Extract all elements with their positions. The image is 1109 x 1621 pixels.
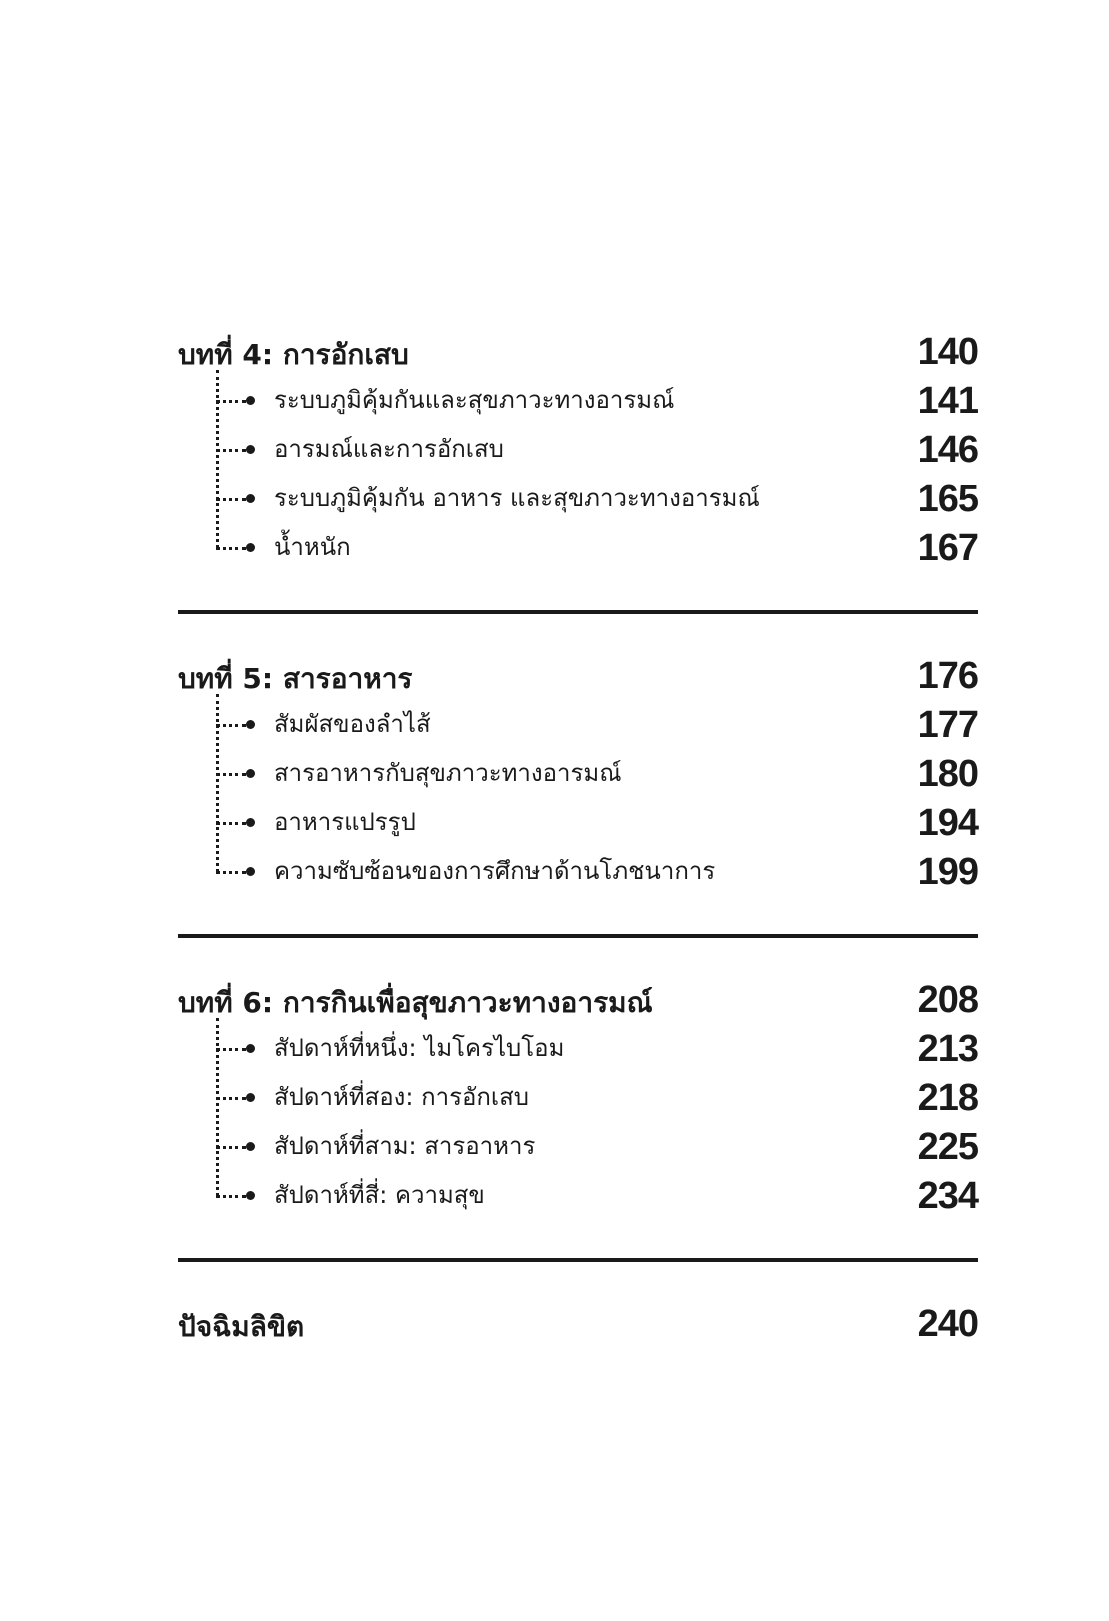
section-page-number: 146: [917, 428, 978, 471]
section-divider: [178, 610, 978, 614]
section-title: สัมผัสของลำไส้: [274, 710, 431, 738]
section-list: [178, 1024, 978, 1220]
chapter-page-number: 176: [917, 655, 978, 697]
list-item: [178, 1073, 978, 1122]
section-title: อาหารแปรรูป: [274, 808, 416, 836]
section-title: ระบบภูมิคุ้มกัน อาหาร และสุขภาวะทางอารมณ์: [274, 484, 760, 512]
tree-connector: [216, 1146, 246, 1149]
epilogue-page-number: 240: [917, 1303, 978, 1345]
bullet-dot-icon: [246, 1191, 255, 1200]
chapter-heading: [178, 1300, 978, 1348]
list-item: [178, 376, 978, 425]
section-title: สัปดาห์ที่สาม: สารอาหาร: [274, 1132, 536, 1160]
section-title: น้ำหนัก: [274, 533, 351, 561]
section-list: [178, 700, 978, 896]
chapter-4: [178, 328, 978, 572]
tree-connector: [216, 449, 246, 452]
chapter-6: [178, 976, 978, 1220]
bullet-dot-icon: [246, 445, 255, 454]
section-divider: [178, 1258, 978, 1262]
section-page-number: 218: [917, 1076, 978, 1119]
section-title: สารอาหารกับสุขภาวะทางอารมณ์: [274, 759, 622, 787]
tree-connector: [216, 400, 246, 403]
chapter-title: บทที่ 4: การอักเสบ: [178, 338, 409, 371]
tree-connector: [216, 871, 246, 874]
tree-connector: [216, 822, 246, 825]
table-of-contents: [178, 328, 978, 1348]
bullet-dot-icon: [246, 494, 255, 503]
tree-connector: [216, 1097, 246, 1100]
chapter-5: [178, 652, 978, 896]
section-page-number: 180: [917, 752, 978, 795]
chapter-title: บทที่ 5: สารอาหาร: [178, 662, 413, 695]
list-item: [178, 523, 978, 572]
section-page-number: 199: [917, 850, 978, 893]
chapter-page-number: 208: [917, 979, 978, 1021]
bullet-dot-icon: [246, 396, 255, 405]
section-title: สัปดาห์ที่หนึ่ง: ไมโครไบโอม: [274, 1034, 565, 1062]
chapter-page-number: 140: [917, 331, 978, 373]
tree-connector: [216, 498, 246, 501]
list-item: [178, 700, 978, 749]
bullet-dot-icon: [246, 867, 255, 876]
bullet-dot-icon: [246, 818, 255, 827]
section-title: ความซับซ้อนของการศึกษาด้านโภชนาการ: [274, 857, 716, 885]
chapter-title: บทที่ 6: การกินเพื่อสุขภาวะทางอารมณ์: [178, 986, 653, 1019]
section-title: สัปดาห์ที่สี่: ความสุข: [274, 1181, 485, 1209]
list-item: [178, 847, 978, 896]
section-page-number: 167: [917, 526, 978, 569]
bullet-dot-icon: [246, 1093, 255, 1102]
tree-connector: [216, 773, 246, 776]
section-title: อารมณ์และการอักเสบ: [274, 435, 504, 463]
section-divider: [178, 934, 978, 938]
bullet-dot-icon: [246, 543, 255, 552]
list-item: [178, 1171, 978, 1220]
bullet-dot-icon: [246, 720, 255, 729]
bullet-dot-icon: [246, 1044, 255, 1053]
section-page-number: 165: [917, 477, 978, 520]
bullet-dot-icon: [246, 1142, 255, 1151]
epilogue-title: ปัจฉิมลิขิต: [178, 1310, 305, 1343]
tree-connector: [216, 1195, 246, 1198]
section-title: สัปดาห์ที่สอง: การอักเสบ: [274, 1083, 530, 1111]
list-item: [178, 1024, 978, 1073]
tree-connector: [216, 724, 246, 727]
section-page-number: 234: [917, 1174, 978, 1217]
chapter-heading: [178, 652, 978, 700]
chapter-heading: [178, 328, 978, 376]
section-page-number: 213: [917, 1027, 978, 1070]
list-item: [178, 1122, 978, 1171]
list-item: [178, 749, 978, 798]
list-item: [178, 798, 978, 847]
chapter-heading: [178, 976, 978, 1024]
bullet-dot-icon: [246, 769, 255, 778]
section-page-number: 141: [917, 379, 978, 422]
section-page-number: 177: [917, 703, 978, 746]
list-item: [178, 425, 978, 474]
tree-connector: [216, 1048, 246, 1051]
section-list: [178, 376, 978, 572]
section-title: ระบบภูมิคุ้มกันและสุขภาวะทางอารมณ์: [274, 386, 675, 414]
section-page-number: 194: [917, 801, 978, 844]
tree-connector: [216, 547, 246, 550]
epilogue: [178, 1300, 978, 1348]
section-page-number: 225: [917, 1125, 978, 1168]
list-item: [178, 474, 978, 523]
